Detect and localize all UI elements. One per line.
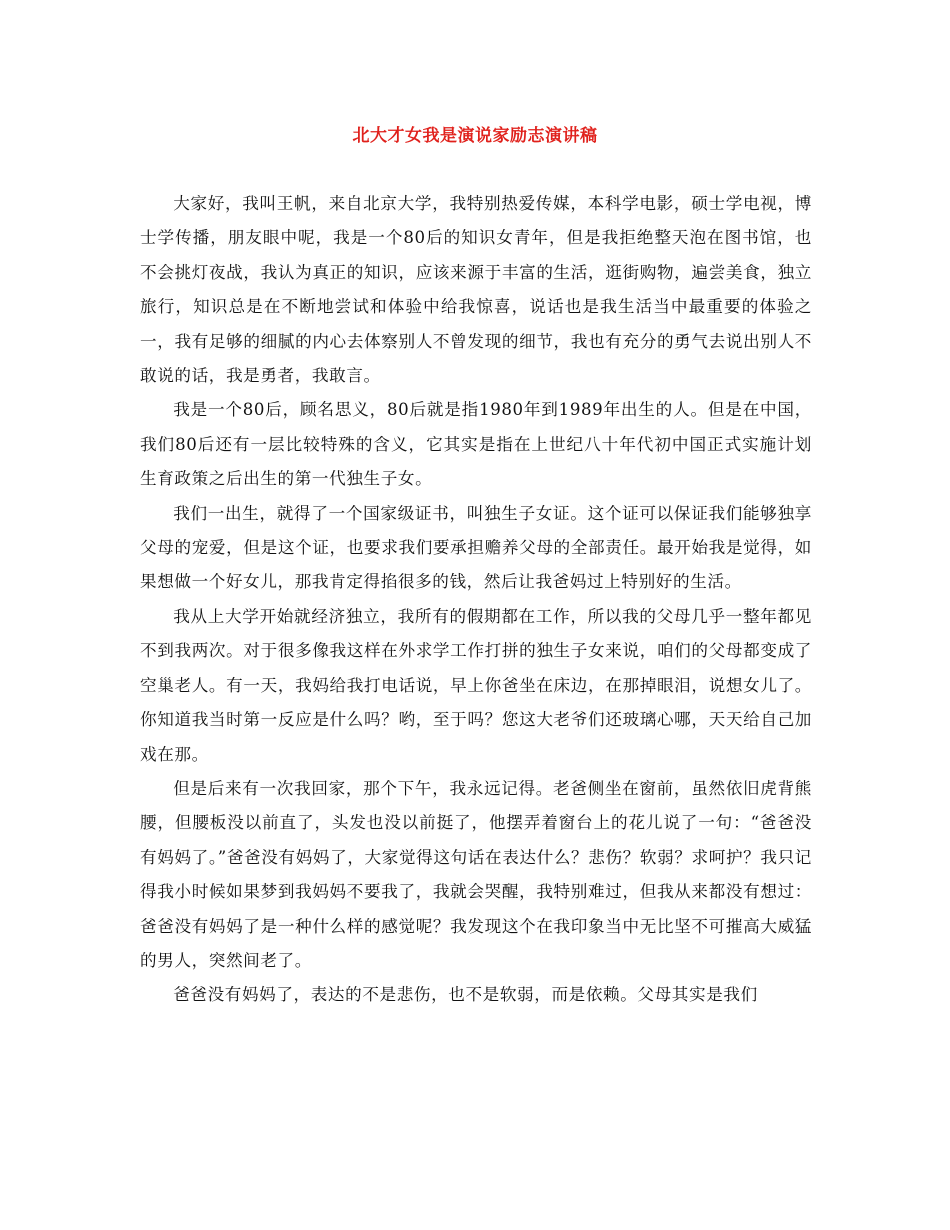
paragraph: 我是一个80后，顾名思义，80后就是指1980年到1989年出生的人。但是在中国，我们80后还有一层比较特殊的含义，它其实是指在上世纪八十年代初中国正式实施计划生育政策之后出生的第一代独生子女。 bbox=[140, 400, 812, 489]
document-title: 北大才女我是演说家励志演讲稿 bbox=[352, 126, 598, 146]
paragraph: 我从上大学开始就经济独立，我所有的假期都在工作，所以我的父母几乎一整年都见不到我两次。对于很多像我这样在外求学工作打拼的独生子女来说，咱们的父母都变成了空巢老人。有一天，我妈给我打电话说，早上你爸坐在床边，在那掉眼泪，说想女儿了。你知道我当时第一反应是什么吗？哟，至于吗？您这大老爷们还玻璃心哪，天天给自己加戏在那。 bbox=[140, 606, 812, 764]
paragraph: 爸爸没有妈妈了，表达的不是悲伤，也不是软弱，而是依赖。父母其实是我们 bbox=[173, 985, 758, 1005]
paragraph: 但是后来有一次我回家，那个下午，我永远记得。老爸侧坐在窗前，虽然依旧虎背熊腰，但腰板没以前直了，头发也没以前挺了，他摆弄着窗台上的花儿说了一句：“爸爸没有妈妈了。”爸爸没有妈妈了，大家觉得这句话在表达什么？悲伤？软弱？求呵护？我只记得我小时候如果梦到我妈妈不要我了，我就会哭醒，我特别难过，但我从来都没有想过：爸爸没有妈妈了是一种什么样的感觉呢？我发现这个在我印象当中无比坚不可摧高大威猛的男人，突然间老了。 bbox=[140, 778, 812, 970]
document-body bbox=[140, 187, 812, 1013]
paragraph: 大家好，我叫王帆，来自北京大学，我特别热爱传媒，本科学电影，硕士学电视，博士学传播，朋友眼中呢，我是一个80后的知识女青年，但是我拒绝整天泡在图书馆，也不会挑灯夜战，我认为真正的知识，应该来源于丰富的生活，逛街购物，遍尝美食，独立旅行，知识总是在不断地尝试和体验中给我惊喜，说话也是我生活当中最重要的体验之一，我有足够的细腻的内心去体察别人不曾发现的细节，我也有充分的勇气去说出别人不敢说的话，我是勇者，我敢言。 bbox=[140, 194, 812, 386]
paragraph: 我们一出生，就得了一个国家级证书，叫独生子女证。这个证可以保证我们能够独享父母的宠爱，但是这个证，也要求我们要承担赡养父母的全部责任。最开始我是觉得，如果想做一个好女儿，那我肯定得掐很多的钱，然后让我爸妈过上特别好的生活。 bbox=[140, 503, 812, 592]
